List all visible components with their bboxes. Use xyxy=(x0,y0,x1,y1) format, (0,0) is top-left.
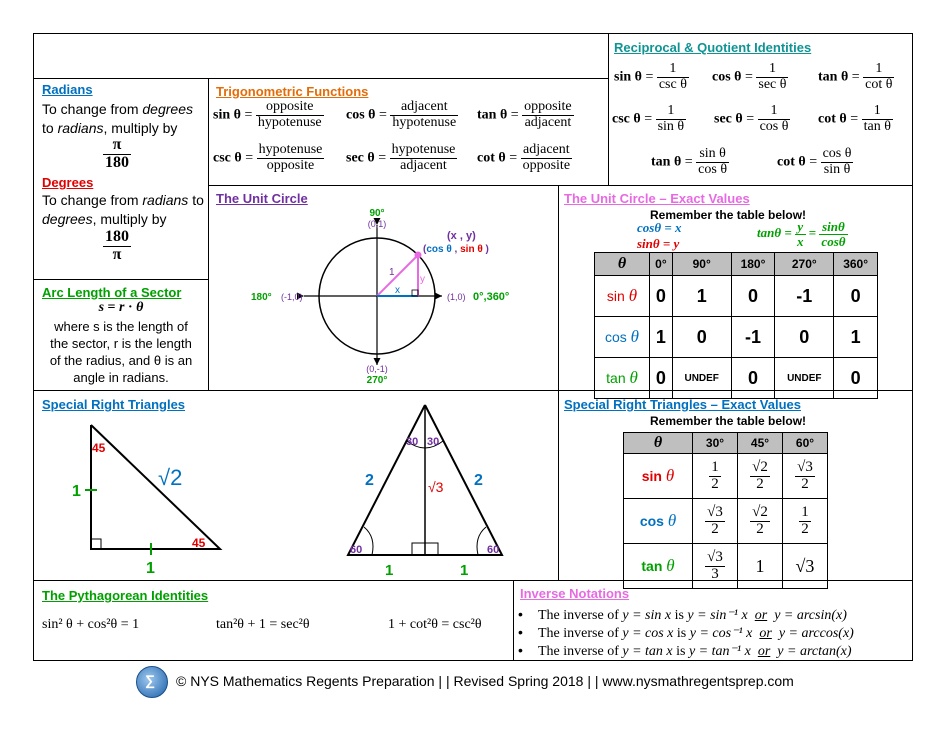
side-2-right: 2 xyxy=(474,472,483,489)
inverse-item: • The inverse of y = cos x is y = cos⁻¹ x or y = arccos(x) xyxy=(518,624,854,641)
pythag-id-3: 1 + cot²θ = csc²θ xyxy=(388,617,482,632)
radians-text: To change from degrees to radians, multiply by xyxy=(42,101,193,136)
recip-eq-1-2: cot θ = $\frac{1}{\text{tan θ}}$ xyxy=(818,103,891,134)
y-label: y xyxy=(420,274,425,285)
special-table-header xyxy=(624,433,828,454)
unit-value-cell: 0 xyxy=(731,276,775,317)
reciprocal-heading: Reciprocal & Quotient Identities xyxy=(614,40,812,55)
unit-header-cell: θ xyxy=(595,253,650,276)
cos-equals-x: cosθ = x xyxy=(637,220,682,235)
special-exact-heading: Special Right Triangles – Exact Values xyxy=(564,397,801,412)
unit-value-cell: 0 xyxy=(834,276,878,317)
inverse-item: • The inverse of y = sin x is y = sin⁻¹ x or y = arcsin(x) xyxy=(518,606,847,623)
footer-text: © NYS Mathematics Regents Preparation | | Revised Spring 2018 | | www.nysmathregentsprep.com xyxy=(176,673,794,689)
trig-heading: Trigonometric Functions xyxy=(216,84,369,99)
trig-eq-1-0: csc θ = $\frac{\text{hypotenuse}}{\text{opposite}}$ xyxy=(213,142,323,173)
special-exact-remember: Remember the table below! xyxy=(650,414,807,428)
unit-circle-diagram xyxy=(209,200,557,390)
left-degree: 180° xyxy=(251,292,272,303)
arc-description: where s is the length of the sector, r is the length of the radius, and θ is an angle in radians. xyxy=(49,319,193,385)
top-degree: 90° xyxy=(369,208,385,219)
recip-eq-1-1: sec θ = $\frac{1}{\text{cos θ}}$ xyxy=(714,103,789,134)
unit-value-cell: 1 xyxy=(834,317,878,358)
special-table-row xyxy=(624,544,828,589)
radians-fraction: $\frac{\pi}{180}$ xyxy=(105,136,129,171)
recip-eq-0-1: cos θ = $\frac{1}{\text{sec θ}}$ xyxy=(712,61,787,92)
logo-icon: ∑ xyxy=(145,672,155,688)
unit-header-cell: 360° xyxy=(834,253,878,276)
special-heading: Special Right Triangles xyxy=(42,397,186,412)
unit-exact-remember: Remember the table below! xyxy=(650,208,807,222)
leg-1-left: 1 xyxy=(72,483,81,500)
right-degree: 0°,360° xyxy=(473,291,510,303)
unit-header-cell: 0° xyxy=(650,253,673,276)
unit-table-header xyxy=(595,253,878,276)
inverse-item: • The inverse of y = tan x is y = tan⁻¹ x or y = arctan(x) xyxy=(518,642,852,659)
special-row-label: tan θ xyxy=(624,544,693,589)
special-value-cell: $\frac{√3}{2}$ xyxy=(693,499,738,544)
special-value-cell: $\frac{√2}{2}$ xyxy=(738,499,783,544)
unit-value-cell: 0 xyxy=(650,358,673,399)
special-row-label: sin θ xyxy=(624,454,693,499)
bottom-point: (0,-1) xyxy=(366,364,388,374)
tan-ratio: tanθ = $\frac{y}{x}$ = $\frac{\sin\theta}{\cos\theta}$ xyxy=(757,219,846,249)
radians-heading: Radians xyxy=(42,82,93,97)
top-blank-cell xyxy=(33,33,609,79)
footer-logo xyxy=(136,666,168,698)
degrees-fraction: $\frac{180}{\pi}$ xyxy=(105,228,129,263)
unit-value-cell: 0 xyxy=(775,317,834,358)
special-value-cell: $\frac{√3}{3}$ xyxy=(693,544,738,589)
arc-60-right xyxy=(477,527,486,555)
unit-row-label: tan θ xyxy=(595,358,650,399)
special-header-cell: 45° xyxy=(738,433,783,454)
special-value-cell: $\frac{1}{2}$ xyxy=(693,454,738,499)
unit-value-cell: 0 xyxy=(834,358,878,399)
degrees-heading: Degrees xyxy=(42,175,94,190)
top-point: (0,1) xyxy=(367,219,387,229)
arc-60-left xyxy=(364,527,373,555)
unit-table-row xyxy=(595,317,878,358)
angle-30-right: 30 xyxy=(427,436,440,448)
trig-eq-0-0: sin θ = $\frac{\text{opposite}}{\text{hypotenuse}}$ xyxy=(213,99,322,130)
unit-value-cell: 0 xyxy=(650,276,673,317)
altitude-root3: √3 xyxy=(428,479,444,495)
arc-formula: s = r · θ xyxy=(98,300,144,315)
point-marker xyxy=(415,252,422,259)
degrees-text: To change from radians to degrees, multiply by xyxy=(42,192,204,227)
hypotenuse-root2: √2 xyxy=(158,465,183,490)
trig-eq-1-2: cot θ = $\frac{\text{adjacent}}{\text{opposite}}$ xyxy=(477,142,571,173)
pythag-id-2: tan²θ + 1 = sec²θ xyxy=(216,617,310,632)
base-1-right: 1 xyxy=(460,562,469,579)
special-triangles-diagram xyxy=(34,395,558,580)
trig-eq-0-1: cos θ = $\frac{\text{adjacent}}{\text{hypotenuse}}$ xyxy=(346,99,457,130)
special-value-cell: $\frac{1}{2}$ xyxy=(783,499,828,544)
special-value-cell: $\frac{√3}{2}$ xyxy=(783,454,828,499)
special-header-cell: θ xyxy=(624,433,693,454)
recip-eq-1-0: csc θ = $\frac{1}{\text{sin θ}}$ xyxy=(612,103,685,134)
angle-60-right: 60 xyxy=(487,544,500,556)
special-row-label: cos θ xyxy=(624,499,693,544)
special-header-cell: 60° xyxy=(783,433,828,454)
unit-table-row xyxy=(595,358,878,399)
leg-1-bottom: 1 xyxy=(146,560,155,577)
trig-eq-1-1: sec θ = $\frac{\text{hypotenuse}}{\text{adjacent}}$ xyxy=(346,142,456,173)
pythag-heading: The Pythagorean Identities xyxy=(42,588,209,603)
unit-value-cell: UNDEF xyxy=(672,358,731,399)
pythag-id-1: sin² θ + cos²θ = 1 xyxy=(42,617,140,632)
angle-30-left: 30 xyxy=(406,436,419,448)
unit-header-cell: 90° xyxy=(672,253,731,276)
unit-value-cell: -1 xyxy=(731,317,775,358)
unit-exact-table xyxy=(594,252,878,399)
cos-sin-label: (cos θ , sin θ ) xyxy=(423,244,489,255)
r-label: 1 xyxy=(389,267,395,278)
trig-eq-0-2: tan θ = $\frac{\text{opposite}}{\text{adjacent}}$ xyxy=(477,99,572,130)
unit-value-cell: 0 xyxy=(672,317,731,358)
xy-label: (x , y) xyxy=(447,230,476,242)
unit-row-label: sin θ xyxy=(595,276,650,317)
right-point: (1,0) xyxy=(447,292,466,302)
unit-value-cell: 0 xyxy=(731,358,775,399)
triangle-45-outline xyxy=(91,425,220,549)
unit-value-cell: -1 xyxy=(775,276,834,317)
sin-equals-y: sinθ = y xyxy=(637,236,680,251)
x-label: x xyxy=(395,285,400,296)
base-1-left: 1 xyxy=(385,562,394,579)
angle-45-top: 45 xyxy=(92,441,106,455)
unit-header-cell: 180° xyxy=(731,253,775,276)
arc-heading: Arc Length of a Sector xyxy=(42,285,182,300)
special-exact-table xyxy=(623,432,828,589)
unit-header-cell: 270° xyxy=(775,253,834,276)
inverse-heading: Inverse Notations xyxy=(520,586,630,601)
bottom-degree: 270° xyxy=(366,375,388,386)
triangle-45-right-angle xyxy=(91,539,101,549)
unit-value-cell: 1 xyxy=(650,317,673,358)
unit-exact-heading: The Unit Circle – Exact Values xyxy=(564,191,750,206)
angle-60-left: 60 xyxy=(350,544,363,556)
unit-value-cell: UNDEF xyxy=(775,358,834,399)
special-table-row xyxy=(624,499,828,544)
unit-row-label: cos θ xyxy=(595,317,650,358)
side-2-left: 2 xyxy=(365,472,374,489)
recip-eq-0-0: sin θ = $\frac{1}{\text{csc θ}}$ xyxy=(614,61,687,92)
special-header-cell: 30° xyxy=(693,433,738,454)
unit-table-row xyxy=(595,276,878,317)
special-value-cell: 1 xyxy=(738,544,783,589)
unit-value-cell: 1 xyxy=(672,276,731,317)
special-value-cell: √3 xyxy=(783,544,828,589)
special-table-row xyxy=(624,454,828,499)
special-value-cell: $\frac{√2}{2}$ xyxy=(738,454,783,499)
inverse-list xyxy=(518,605,854,659)
recip-eq-2-1: cot θ = $\frac{\text{cos θ}}{\text{sin θ}}$ xyxy=(777,146,852,177)
angle-45-bottom: 45 xyxy=(192,536,206,550)
recip-eq-2-0: tan θ = $\frac{\text{sin θ}}{\text{cos θ}}$ xyxy=(651,146,728,177)
recip-eq-0-2: tan θ = $\frac{1}{\text{cot θ}}$ xyxy=(818,61,893,92)
unit-circle-heading: The Unit Circle xyxy=(216,191,308,206)
left-point: (-1,0) xyxy=(281,292,303,302)
